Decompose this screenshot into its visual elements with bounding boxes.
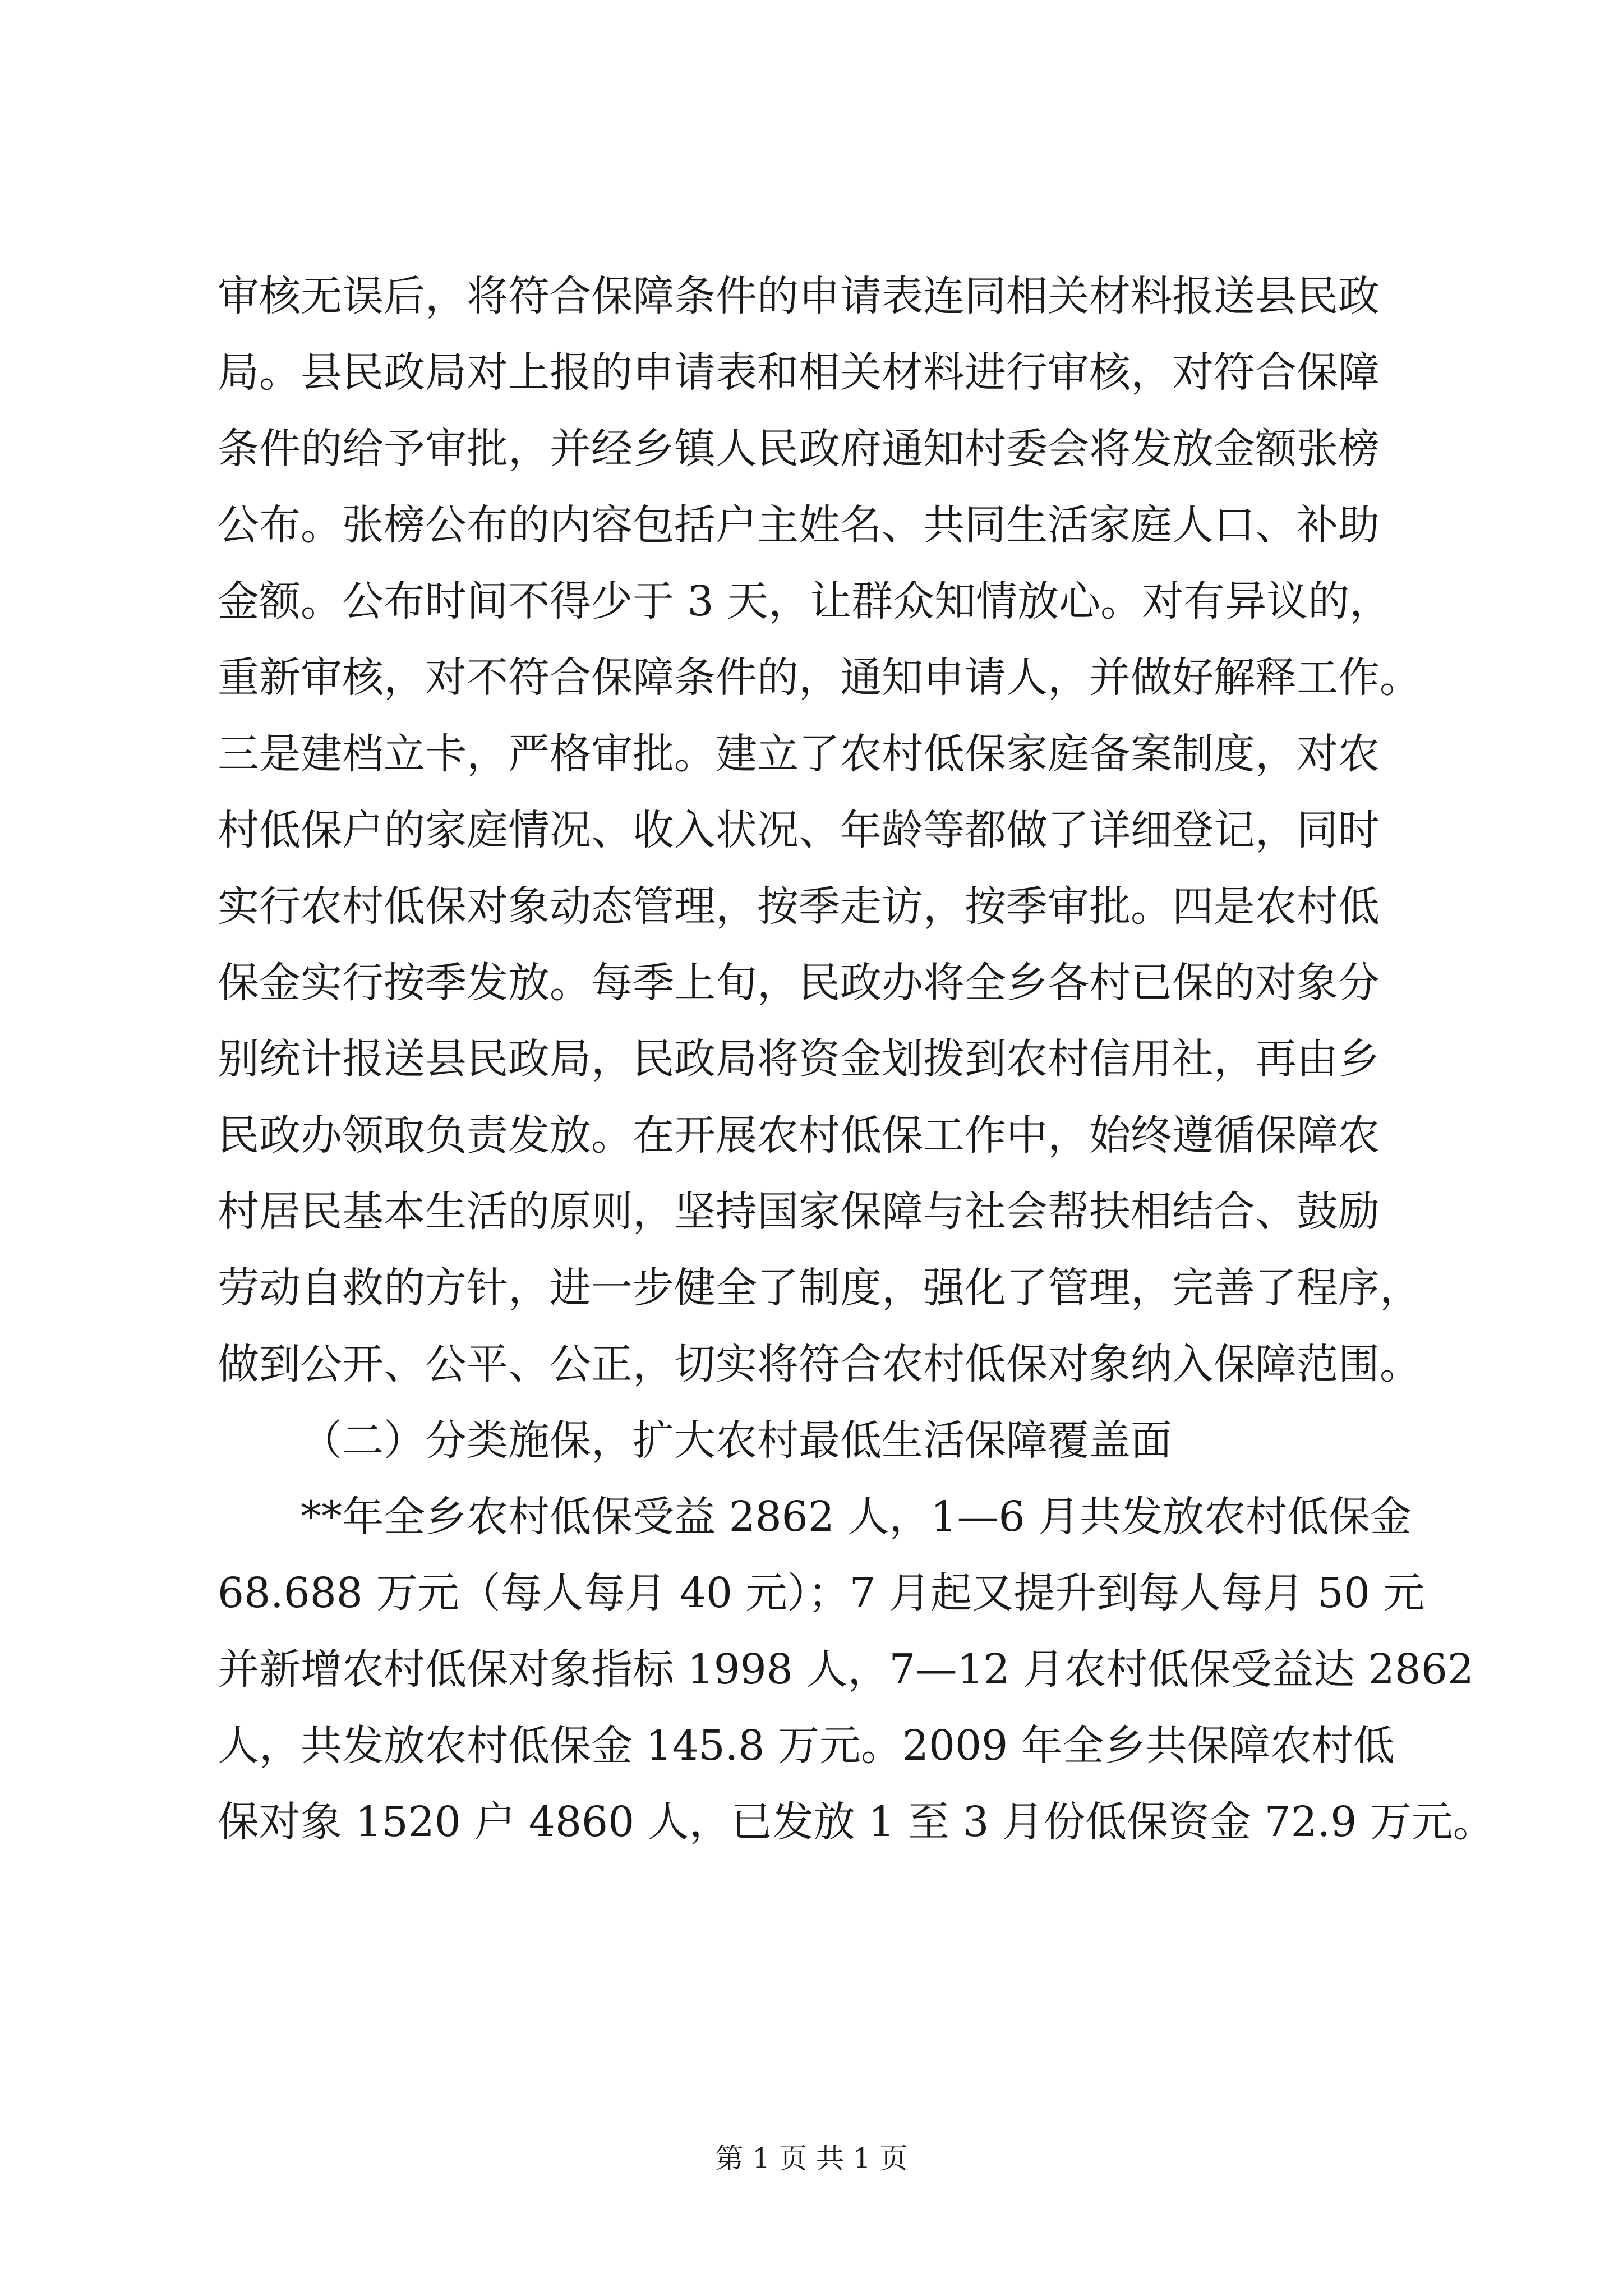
paragraph-line: **年全乡农村低保受益 2862 人，1—6 月共发放农村低保金 xyxy=(301,1493,1412,1541)
paragraph-line: 实行农村低保对象动态管理，按季走访，按季审批。四是农村低 xyxy=(218,882,1380,931)
paragraph-line: 人，共发放农村低保金 145.8 万元。2009 年全乡共保障农村低 xyxy=(218,1722,1395,1770)
paragraph-line: 民政办领取负责发放。在开展农村低保工作中，始终遵循保障农 xyxy=(218,1111,1380,1159)
page-number-label: 第 1 页 共 1 页 xyxy=(715,2142,908,2175)
paragraph-line: 村居民基本生活的原则，坚持国家保障与社会帮扶相结合、鼓励 xyxy=(218,1188,1380,1236)
paragraph-line: 三是建档立卡，严格审批。建立了农村低保家庭备案制度，对农 xyxy=(218,730,1380,778)
paragraph-line: 审核无误后，将符合保障条件的申请表连同相关材料报送县民政 xyxy=(218,272,1380,320)
paragraph-line: 保金实行按季发放。每季上旬，民政办将全乡各村已保的对象分 xyxy=(218,959,1380,1007)
paragraph-line: 劳动自救的方针，进一步健全了制度，强化了管理，完善了程序， xyxy=(218,1264,1421,1312)
paragraph-line: 68.688 万元（每人每月 40 元）；7 月起又提升到每人每月 50 元 xyxy=(218,1569,1425,1617)
paragraph-line: 重新审核，对不符合保障条件的，通知申请人，并做好解释工作。 xyxy=(218,654,1421,702)
paragraph-line: 公布。张榜公布的内容包括户主姓名、共同生活家庭人口、补助 xyxy=(218,501,1380,549)
page-footer xyxy=(0,2142,1623,2175)
paragraph-line: 并新增农村低保对象指标 1998 人，7—12 月农村低保受益达 2862 xyxy=(218,1645,1474,1694)
paragraph-line: 村低保户的家庭情况、收入状况、年龄等都做了详细登记，同时 xyxy=(218,806,1380,854)
paragraph-line: 金额。公布时间不得少于 3 天，让群众知情放心。对有异议的， xyxy=(218,577,1391,625)
paragraph-line: 别统计报送县民政局，民政局将资金划拨到农村信用社，再由乡 xyxy=(218,1035,1380,1083)
section-heading: （二）分类施保，扩大农村最低生活保障覆盖面 xyxy=(301,1416,1172,1465)
paragraph-line: 保对象 1520 户 4860 人，已发放 1 至 3 月份低保资金 72.9 万元。 xyxy=(218,1798,1495,1846)
paragraph-line: 做到公开、公平、公正，切实将符合农村低保对象纳入保障范围。 xyxy=(218,1340,1421,1388)
paragraph-line: 局。县民政局对上报的申请表和相关材料进行审核，对符合保障 xyxy=(218,348,1380,397)
document-body xyxy=(218,258,1495,1860)
paragraph-line: 条件的给予审批，并经乡镇人民政府通知村委会将发放金额张榜 xyxy=(218,425,1380,473)
